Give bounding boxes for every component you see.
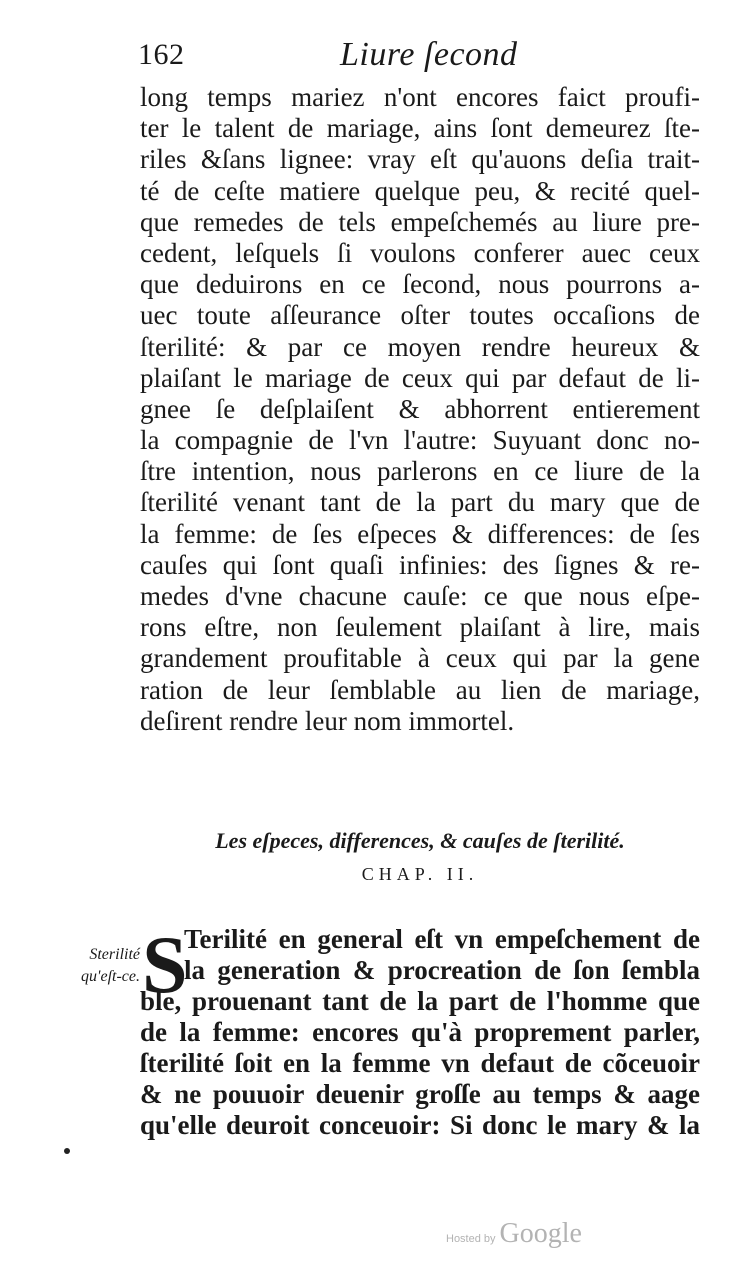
chapter-paragraph	[140, 919, 700, 1141]
text-line: rons eſtre, non ſeulement plaiſant à lire, mais	[140, 612, 700, 643]
margin-mark	[64, 1148, 70, 1154]
text-line: de la femme: encores qu'à proprement parler,	[140, 1017, 700, 1047]
text-line: la femme: de ſes eſpeces & differences: de ſes	[140, 518, 700, 549]
text-line: ſtre intention, nous parlerons en ce liure de la	[140, 456, 700, 487]
text-line: té de ceſte matiere quelque peu, & recité quel-	[140, 175, 700, 206]
running-title: Liure ſecond	[340, 36, 518, 73]
text-line: grandement proufitable à ceux qui par la gene	[140, 643, 700, 674]
text-line: uec toute aſſeurance oſter toutes occaſions de	[140, 300, 700, 331]
text-line: long temps mariez n'ont encores faict proufi-	[140, 82, 700, 112]
hosted-by-watermark	[446, 1218, 582, 1250]
text-line: ſterilité ſoit en la femme vn defaut de cõceuoir	[140, 1048, 700, 1078]
margin-note-line: qu'eſt-ce.	[81, 968, 140, 985]
watermark-prefix: Hosted by	[446, 1233, 496, 1245]
body-paragraph	[140, 82, 700, 737]
chapter-label: CHAP. II.	[361, 864, 479, 884]
text-line: la compagnie de l'vn l'autre: Suyuant donc no-	[140, 425, 700, 456]
text-line: ble, prouenant tant de la part de l'homme que	[140, 986, 700, 1016]
text-line: ſterilité: & par ce moyen rendre heureux &	[140, 331, 700, 362]
text-line: que remedes de tels empeſchemés au liure pre-	[140, 206, 700, 237]
text-line: la generation & procreation de ſon ſembla	[184, 955, 700, 985]
text-line: riles &ſans lignee: vray eſt qu'auons deſia trait-	[140, 144, 700, 175]
text-line: plaiſant le mariage de ceux qui par defaut de li-	[140, 362, 700, 393]
text-line: gnee ſe deſplaiſent & abhorrent entierement	[140, 393, 700, 424]
text-line: que deduirons en ce ſecond, nous pourrons a-	[140, 269, 700, 300]
margin-note	[48, 944, 140, 988]
text-line: ration de leur ſemblable au lien de mariage,	[140, 674, 700, 705]
text-line: cedent, leſquels ſi voulons conferer auec ceux	[140, 237, 700, 268]
text-line: & ne pouuoir deuenir groſſe au temps & aage	[140, 1079, 700, 1109]
google-logo: Google	[499, 1218, 582, 1249]
text-line: Terilité en general eſt vn empeſchement de	[184, 924, 700, 954]
page-number: 162	[138, 38, 185, 71]
text-line: ſterilité venant tant de la part du mary que de	[140, 487, 700, 518]
drop-cap: S	[142, 919, 188, 1010]
section-title: Les eſpeces, differences, & cauſes de ſterilité.	[215, 828, 625, 853]
margin-note-line: Sterilité	[89, 946, 140, 963]
text-line: medes d'vne chacune cauſe: ce que nous eſpe-	[140, 581, 700, 611]
text-line: deſirent rendre leur nom immortel.	[140, 705, 515, 736]
text-line: cauſes qui ſont quaſi infinies: des ſignes & re-	[140, 549, 700, 580]
text-line: qu'elle deuroit conceuoir: Si donc le mary & la	[140, 1110, 700, 1140]
text-line: ter le talent de mariage, ains ſont demeurez ſte-	[140, 113, 700, 144]
